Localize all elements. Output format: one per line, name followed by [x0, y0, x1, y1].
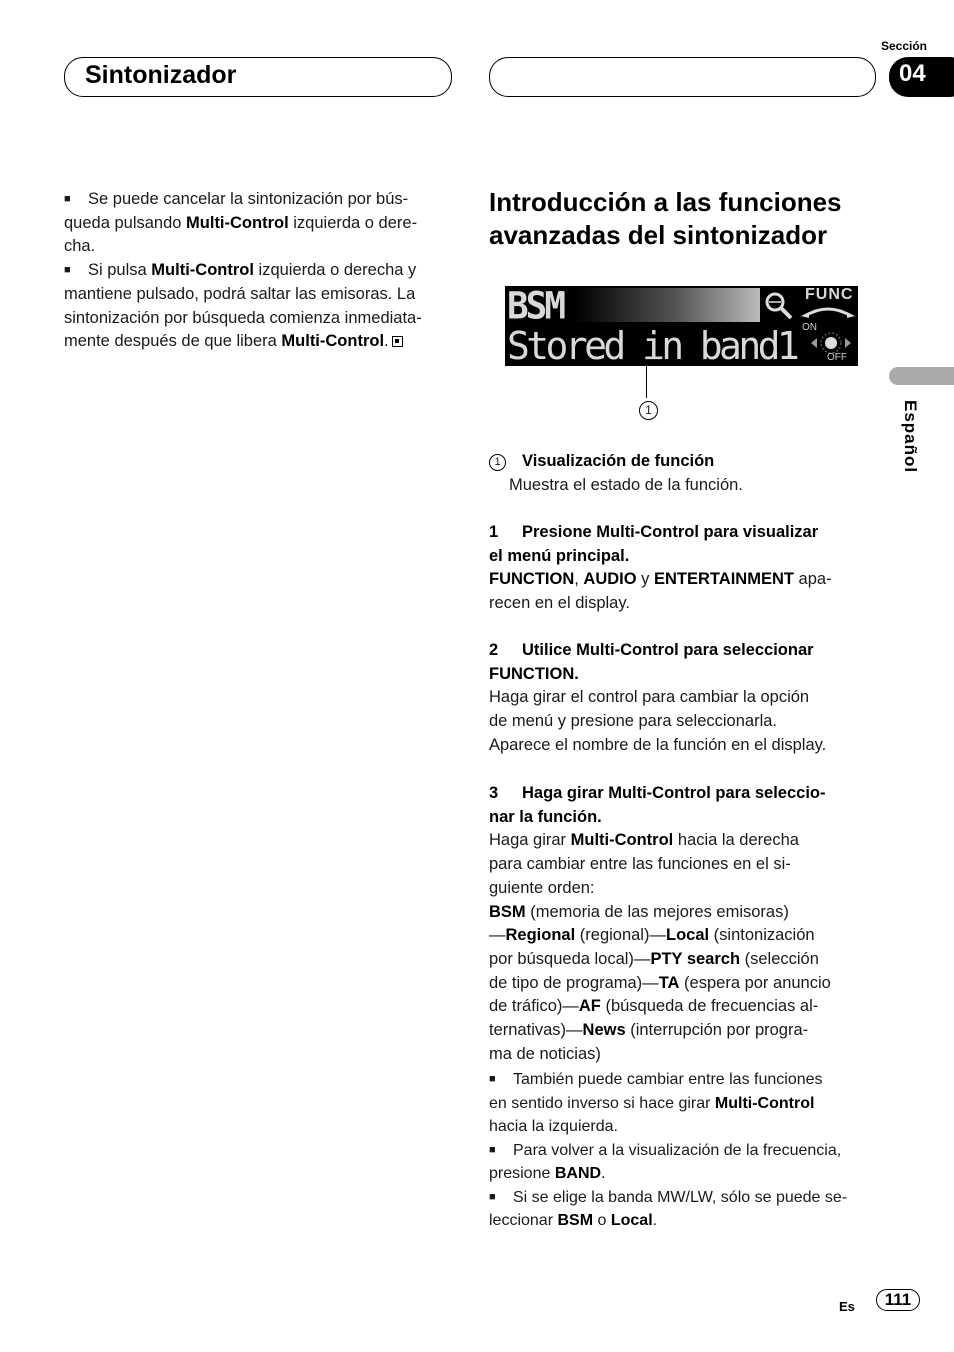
step-2: 2 Utilice Multi-Control para seleccionar FUNCTION. Haga girar el control para cambiar la opción de menú y presione para seleccionarla. Aparece el nombre de la función en el display. — [489, 641, 827, 754]
language-tab-marker — [889, 367, 954, 385]
legend-number: 1 — [489, 454, 506, 471]
callout-leader-line — [646, 366, 647, 398]
lcd-gradient-bar — [575, 288, 760, 322]
bullet-icon: ■ — [489, 1143, 496, 1156]
step-3: 3 Haga girar Multi-Control para seleccio- nar la función. Haga girar Multi-Control hacia la derecha para cambiar entre las funciones en el si- guiente orden: BSM (memoria de las mejores emisoras) —Regional (regional)—Local (sintonización por búsqueda local)—PTY search (selección de tipo de programa)—TA (espera por anuncio de tráfico)—AF (búsqueda de frecuencias al- ternativas)—News (interrupción por progra- ma de noticias) — [489, 784, 831, 1063]
search-icon — [763, 290, 801, 320]
bullet-cancel-search: ■ Se puede cancelar la sintonización por bús- queda pulsando Multi-Control izquierda o dere- cha. — [64, 190, 418, 256]
lcd-display-illustration — [505, 286, 858, 366]
lcd-func-label: FUNC — [805, 286, 854, 303]
display-legend — [489, 450, 889, 497]
bullet-icon: ■ — [489, 1190, 496, 1203]
bullet-skip-stations: ■ Si pulsa Multi-Control izquierda o derecha y mantiene pulsado, podrá saltar las emisoras. La sintonización por búsqueda comienza inmediata- mente después de que libera Multi-Control. — [64, 261, 422, 351]
section-title-bar — [64, 57, 452, 97]
lcd-on-label: ON — [802, 322, 817, 333]
lcd-status-text: Stored in band1 — [507, 324, 797, 366]
section-number: 04 — [889, 57, 954, 97]
rotate-arrow-icon — [801, 304, 855, 318]
page-heading: Introducción a las funciones avanzadas del sintonizador — [489, 187, 842, 250]
section-title: Sintonizador — [85, 61, 237, 89]
language-tab: Español — [901, 400, 920, 474]
note-reverse-order: ■ También puede cambiar entre las funciones en sentido inverso si hace girar Multi-Control hacia la izquierda. — [489, 1068, 889, 1139]
footer-language-code: Es — [839, 1299, 855, 1314]
bullet-icon: ■ — [489, 1073, 496, 1085]
end-mark-icon — [392, 336, 403, 347]
header-empty-bar — [489, 57, 876, 97]
bullet-icon: ■ — [64, 264, 71, 277]
notes — [489, 1068, 889, 1233]
lcd-off-label: OFF — [827, 352, 847, 363]
seccion-label: Sección — [880, 39, 927, 53]
note-return-frequency: ■ Para volver a la visualización de la frecuencia, presione BAND. — [489, 1139, 889, 1186]
left-column — [64, 188, 454, 354]
multi-control-icon — [805, 332, 857, 354]
lcd-function-name: BSM — [507, 286, 564, 329]
legend-description: Muestra el estado de la función. — [509, 475, 743, 494]
bullet-icon: ■ — [64, 193, 71, 205]
step-1: 1 Presione Multi-Control para visualizar el menú principal. FUNCTION, AUDIO y ENTERTAINMENT apa- recen en el display. — [489, 523, 832, 613]
page-number: 111 — [876, 1289, 920, 1311]
legend-title: Visualización de función — [522, 452, 715, 470]
note-mw-lw: ■ Si se elige la banda MW/LW, sólo se puede se- leccionar BSM o Local. — [489, 1186, 889, 1233]
callout-number: 1 — [639, 401, 658, 420]
